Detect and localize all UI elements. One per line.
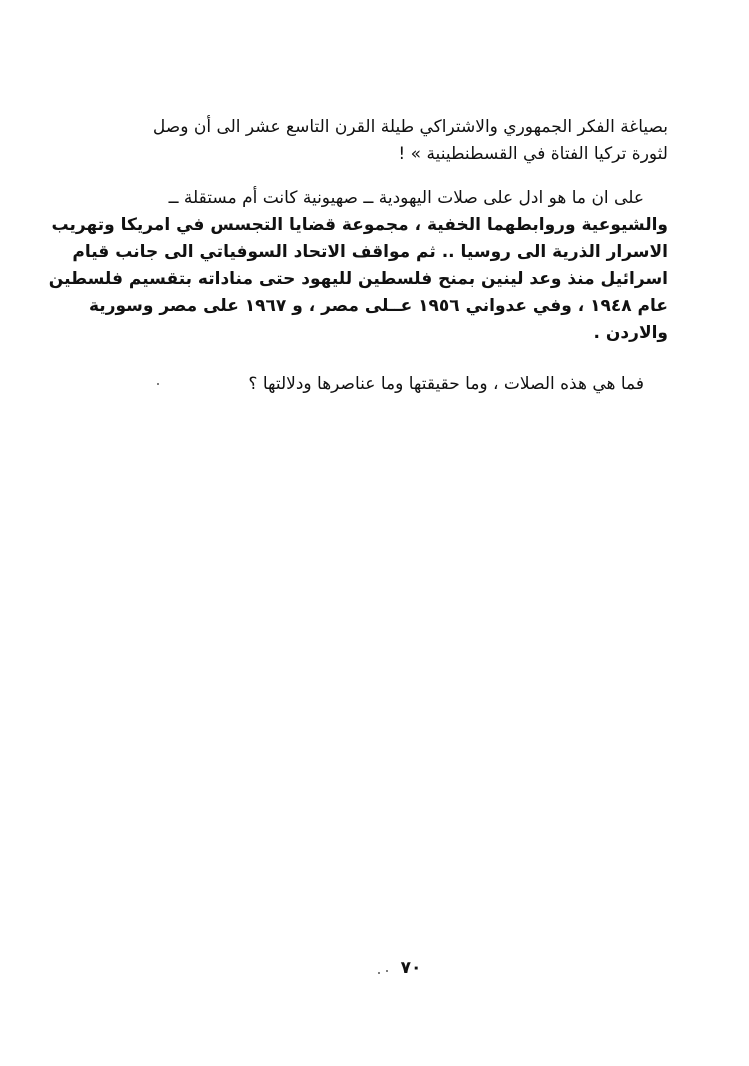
- paragraph-2-line-1: على ان ما هو ادل على صلات اليهودية ــ صهيونية كانت أم مستقلة ــ: [168, 188, 644, 208]
- paragraph-3-line-1: فما هي هذه الصلات ، وما حقيقتها وما عناصرها ودلالتها ؟: [248, 374, 644, 394]
- paragraph-2-line-6: والاردن .: [593, 323, 668, 343]
- paragraph-1-line-2: لثورة تركيا الفتاة في القسطنطينية » !: [398, 144, 668, 164]
- paragraph-1: [128, 114, 668, 168]
- scan-speck: [157, 383, 159, 385]
- paragraph-1-line-1: بصياغة الفكر الجمهوري والاشتراكي طيلة القرن التاسع عشر الى أن وصل: [152, 117, 668, 137]
- paragraph-2: [48, 185, 668, 347]
- paragraph-2-line-4: اسرائيل منذ وعد لينين بمنح فلسطين لليهود حتى مناداته بتقسيم فلسطين: [48, 269, 668, 289]
- paragraph-3: [128, 371, 668, 398]
- paragraph-2-line-5: عام ١٩٤٨ ، وفي عدواني ١٩٥٦ عــلى مصر ، و ١٩٦٧ على مصر وسورية: [89, 296, 668, 316]
- scan-speck: [378, 972, 380, 974]
- scan-speck: [386, 970, 388, 972]
- page-number: ٧٠: [400, 958, 422, 978]
- paragraph-2-line-2: والشيوعية وروابطهما الخفية ، مجموعة قضايا التجسس في امريكا وتهريب: [51, 215, 668, 235]
- paragraph-2-line-3: الاسرار الذرية الى روسيا .. ثم مواقف الاتحاد السوفياتي الى جانب قيام: [72, 242, 668, 262]
